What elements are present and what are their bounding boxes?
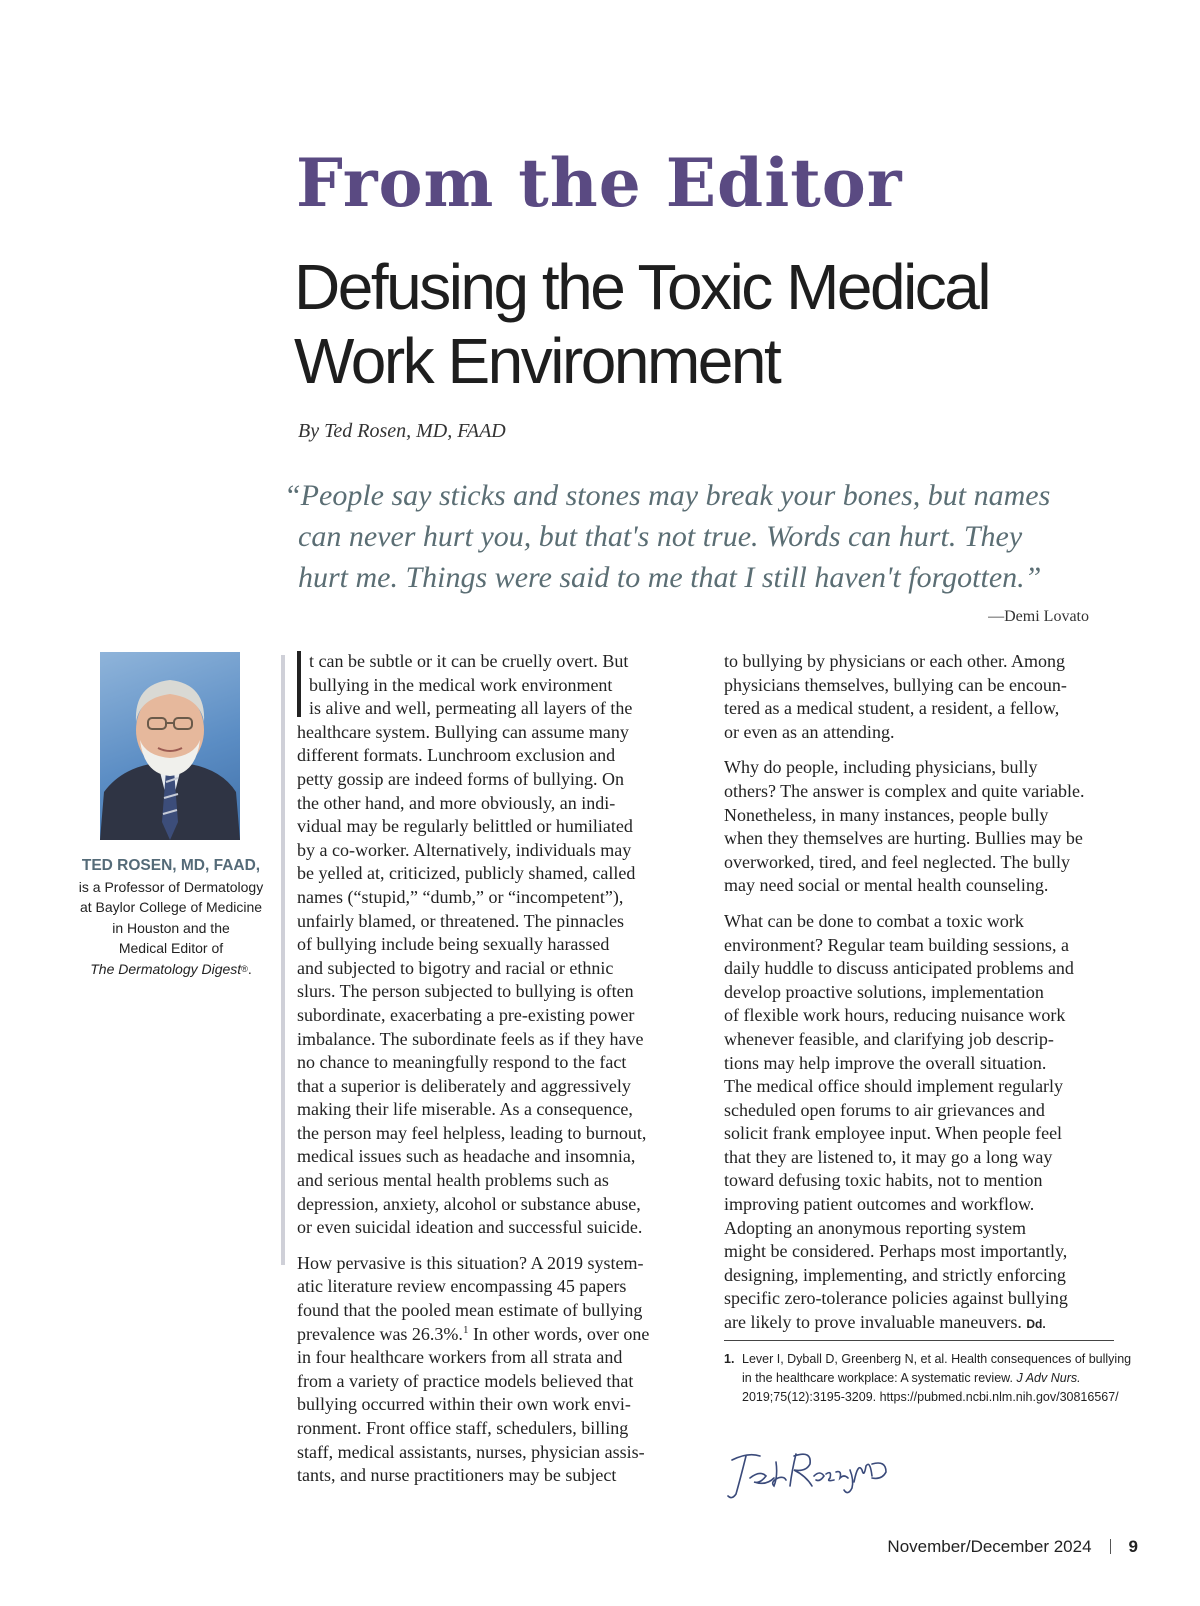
- text-line: unfairly blamed, or threatened. The pinnacles: [297, 910, 625, 931]
- publication-name: The Dermatology Digest: [90, 960, 242, 977]
- text-line: that a superior is deliberately and aggressively: [297, 1075, 631, 1096]
- text-line: What can be done to combat a toxic work: [724, 910, 1024, 931]
- footnote-line: [742, 1369, 1124, 1388]
- paragraph: [724, 650, 1114, 744]
- text-line: from a variety of practice models believed that: [297, 1370, 634, 1391]
- footnote-text: [724, 1350, 1132, 1407]
- article-title-line-1: Defusing the Toxic Medical: [294, 251, 990, 323]
- text-line: daily huddle to discuss anticipated problems and: [724, 958, 1074, 979]
- footnote: [724, 1350, 1132, 1407]
- text-line: toward defusing toxic habits, not to mention: [724, 1170, 1043, 1191]
- footnote-line: 2019;75(12):3195-3209. https://pubmed.ncbi.nlm.nih.gov/30816567/: [742, 1390, 1119, 1404]
- prevalence-tail: In other words, over one: [468, 1323, 650, 1344]
- footnote-line: Lever I, Dyball D, Greenberg N, et al. Health consequences of bullying: [742, 1352, 1132, 1366]
- end-mark: Dd.: [1026, 1317, 1046, 1332]
- bio-line: Medical Editor of: [118, 940, 224, 956]
- text-line: names (“stupid,” “dumb,” or “incompetent”),: [297, 886, 624, 907]
- article-title: [294, 250, 1174, 398]
- text-line: slurs. The person subjected to bullying is often: [297, 981, 634, 1002]
- text-line: develop proactive solutions, implementation: [724, 981, 1044, 1002]
- text-line: imbalance. The subordinate feels as if they have: [297, 1028, 644, 1049]
- text-line: Why do people, including physicians, bully: [724, 757, 1038, 778]
- text-line: ronment. Front office staff, schedulers, billing: [297, 1418, 629, 1438]
- right-column: [724, 650, 1114, 1349]
- text-line: The medical office should implement regularly: [724, 1076, 1064, 1097]
- footnote-rule: [724, 1340, 1114, 1341]
- text-line: bullying in the medical work environment: [309, 674, 613, 695]
- text-line: healthcare system. Bullying can assume many: [297, 721, 629, 742]
- text-line: that they are listened to, it may go a long way: [724, 1146, 1053, 1167]
- author-portrait-illustration: [100, 652, 240, 840]
- footer-divider: [1110, 1539, 1111, 1554]
- text-line: found that the pooled mean estimate of bullying: [297, 1300, 643, 1321]
- text-line: specific zero-tolerance policies against bullying: [724, 1288, 1068, 1309]
- paragraph: [724, 910, 1114, 1337]
- text-line: t can be subtle or it can be cruelly overt. But: [309, 651, 629, 671]
- text-line: is alive and well, permeating all layers of the: [309, 698, 633, 719]
- left-column: [297, 650, 687, 1500]
- text-line: atic literature review encompassing 45 papers: [297, 1276, 627, 1297]
- text-line: when they themselves are hurting. Bullies may be: [724, 828, 1083, 849]
- footnote-line-text: in the healthcare workplace: A systematic review.: [742, 1371, 1017, 1385]
- signature-graphic: [726, 1440, 896, 1504]
- text-line: in four healthcare workers from all strata and: [297, 1347, 623, 1368]
- text-line: physicians themselves, bullying can be encoun-: [724, 674, 1067, 695]
- text-line: staff, medical assistants, nurses, physician assis-: [297, 1441, 645, 1462]
- text-line: and serious mental health problems such as: [297, 1170, 609, 1191]
- article-title-line-2: Work Environment: [294, 325, 780, 397]
- issue-date: November/December 2024: [887, 1537, 1092, 1556]
- footnote-number: 1.: [724, 1352, 735, 1366]
- journal-name: J Adv Nurs.: [1016, 1371, 1081, 1385]
- pull-quote: [284, 475, 1084, 598]
- text-line: improving patient outcomes and workflow.: [724, 1194, 1035, 1215]
- quote-attribution: —Demi Lovato: [988, 608, 1089, 625]
- prevalence-text: prevalence was 26.3%.: [297, 1323, 463, 1344]
- text-line: How pervasive is this situation? A 2019 system-: [297, 1252, 644, 1273]
- text-line: no chance to meaningfully respond to the fact: [297, 1052, 627, 1073]
- page-number: 9: [1128, 1537, 1138, 1556]
- text-line: might be considered. Perhaps most importantly,: [724, 1241, 1068, 1262]
- text-line: different formats. Lunchroom exclusion and: [297, 745, 616, 766]
- author-name: TED ROSEN, MD, FAAD,: [81, 857, 261, 874]
- text-line: and subjected to bigotry and racial or ethnic: [297, 957, 614, 978]
- bio-publication-line: [76, 959, 266, 980]
- byline: By Ted Rosen, MD, FAAD: [298, 420, 506, 442]
- closing-text: are likely to prove invaluable maneuvers.: [724, 1312, 1022, 1333]
- text-line: tions may help improve the overall situation.: [724, 1052, 1047, 1073]
- quote-line: hurt me. Things were said to me that I still haven't forgotten.”: [298, 561, 1042, 594]
- text-line: of bullying include being sexually harassed: [297, 934, 610, 955]
- text-line: vidual may be regularly belittled or humiliated: [297, 816, 633, 837]
- text-line: others? The answer is complex and quite variable.: [724, 780, 1085, 801]
- paragraph: [297, 1252, 687, 1488]
- author-photo: [100, 652, 240, 840]
- citation-marker: 1: [462, 1323, 469, 1336]
- text-line: tered as a medical student, a resident, a fellow,: [724, 698, 1060, 719]
- bio-trailing: .: [247, 960, 252, 977]
- text-line: making their life miserable. As a consequence,: [297, 1099, 633, 1120]
- text-line: tants, and nurse practitioners may be subject: [297, 1465, 617, 1486]
- text-line: petty gossip are indeed forms of bullying. On: [297, 768, 624, 789]
- paragraph: [724, 756, 1114, 898]
- text-line: scheduled open forums to air grievances and: [724, 1099, 1045, 1120]
- text-line: bullying occurred within their own work envi-: [297, 1394, 631, 1415]
- text-line: overworked, tired, and feel neglected. The bully: [724, 851, 1071, 872]
- bio-line: is a Professor of Dermatology: [78, 878, 264, 895]
- text-line: depression, anxiety, alcohol or substance abuse,: [297, 1193, 641, 1214]
- text-line: the person may feel helpless, leading to burnout,: [297, 1122, 647, 1143]
- bio-line: in Houston and the: [112, 919, 230, 936]
- registered-mark: ®: [241, 963, 248, 974]
- author-bio: [76, 856, 266, 979]
- text-line: environment? Regular team building sessions, a: [724, 934, 1069, 955]
- quote-line: can never hurt you, but that's not true. Words can hurt. They: [298, 520, 1023, 553]
- text-line: to bullying by physicians or each other. Among: [724, 651, 1065, 671]
- text-line: [724, 1311, 1114, 1337]
- text-line: [297, 1323, 687, 1347]
- text-line: by a co-worker. Alternatively, individuals may: [297, 839, 632, 860]
- text-line: of flexible work hours, reducing nuisance work: [724, 1005, 1066, 1026]
- section-title: From the Editor: [296, 144, 903, 222]
- text-line: the other hand, and more obviously, an indi-: [297, 792, 616, 813]
- text-line: solicit frank employee input. When people feel: [724, 1123, 1063, 1144]
- text-line: Nonetheless, in many instances, people bully: [724, 804, 1049, 825]
- text-line: designing, implementing, and strictly enforcing: [724, 1264, 1066, 1285]
- author-signature: [726, 1440, 896, 1504]
- text-line: medical issues such as headache and insomnia,: [297, 1146, 636, 1167]
- text-line: be yelled at, criticized, publicly shamed, called: [297, 863, 636, 884]
- text-line: Adopting an anonymous reporting system: [724, 1217, 1026, 1238]
- text-line: or even suicidal ideation and successful suicide.: [297, 1217, 643, 1238]
- text-line: may need social or mental health counseling.: [724, 875, 1049, 896]
- page-footer: [887, 1537, 1138, 1557]
- text-line: subordinate, exacerbating a pre-existing power: [297, 1004, 635, 1025]
- paragraph: [297, 650, 687, 1240]
- quote-line: “People say sticks and stones may break your bones, but names: [284, 479, 1051, 512]
- bio-line: at Baylor College of Medicine: [79, 899, 263, 915]
- drop-cap-rule: [281, 655, 285, 1265]
- text-line: whenever feasible, and clarifying job descrip-: [724, 1028, 1054, 1049]
- text-line: or even as an attending.: [724, 721, 895, 742]
